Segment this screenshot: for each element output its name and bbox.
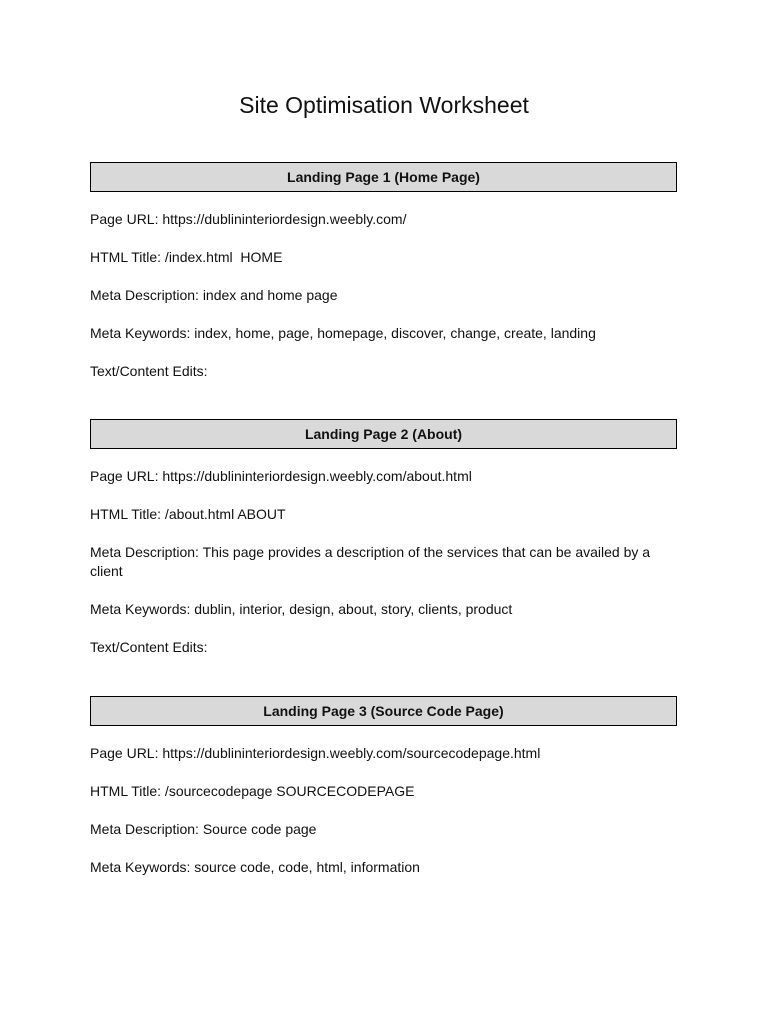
page-url-text: Page URL: https://dublininteriordesign.weebly.com/	[90, 211, 407, 227]
html-title-text: HTML Title: /index.html HOME	[90, 249, 283, 265]
meta-description-text: Meta Description: Source code page	[90, 821, 317, 837]
meta-keywords-text: Meta Keywords: source code, code, html, information	[90, 859, 420, 875]
content-edits-label: Text/Content Edits:	[90, 363, 208, 379]
html-title-text: HTML Title: /sourcecodepage SOURCECODEPAGE	[90, 783, 415, 799]
section-header-landing-page-3: Landing Page 3 (Source Code Page)	[90, 696, 677, 726]
html-title-text: HTML Title: /about.html ABOUT	[90, 506, 286, 522]
content-edits-label: Text/Content Edits:	[90, 639, 208, 655]
document-title: Site Optimisation Worksheet	[239, 92, 529, 118]
meta-keywords-text: Meta Keywords: dublin, interior, design, about, story, clients, product	[90, 601, 513, 617]
section-header-landing-page-2: Landing Page 2 (About)	[90, 419, 677, 449]
page-url-text: Page URL: https://dublininteriordesign.weebly.com/sourcecodepage.html	[90, 745, 541, 761]
page-url-text: Page URL: https://dublininteriordesign.weebly.com/about.html	[90, 468, 472, 484]
meta-description-text: Meta Description: This page provides a description of the services that can be availed by a client	[90, 544, 654, 579]
meta-description-text: Meta Description: index and home page	[90, 287, 338, 303]
section-header-landing-page-1: Landing Page 1 (Home Page)	[90, 162, 677, 192]
meta-keywords-text: Meta Keywords: index, home, page, homepage, discover, change, create, landing	[90, 325, 596, 341]
